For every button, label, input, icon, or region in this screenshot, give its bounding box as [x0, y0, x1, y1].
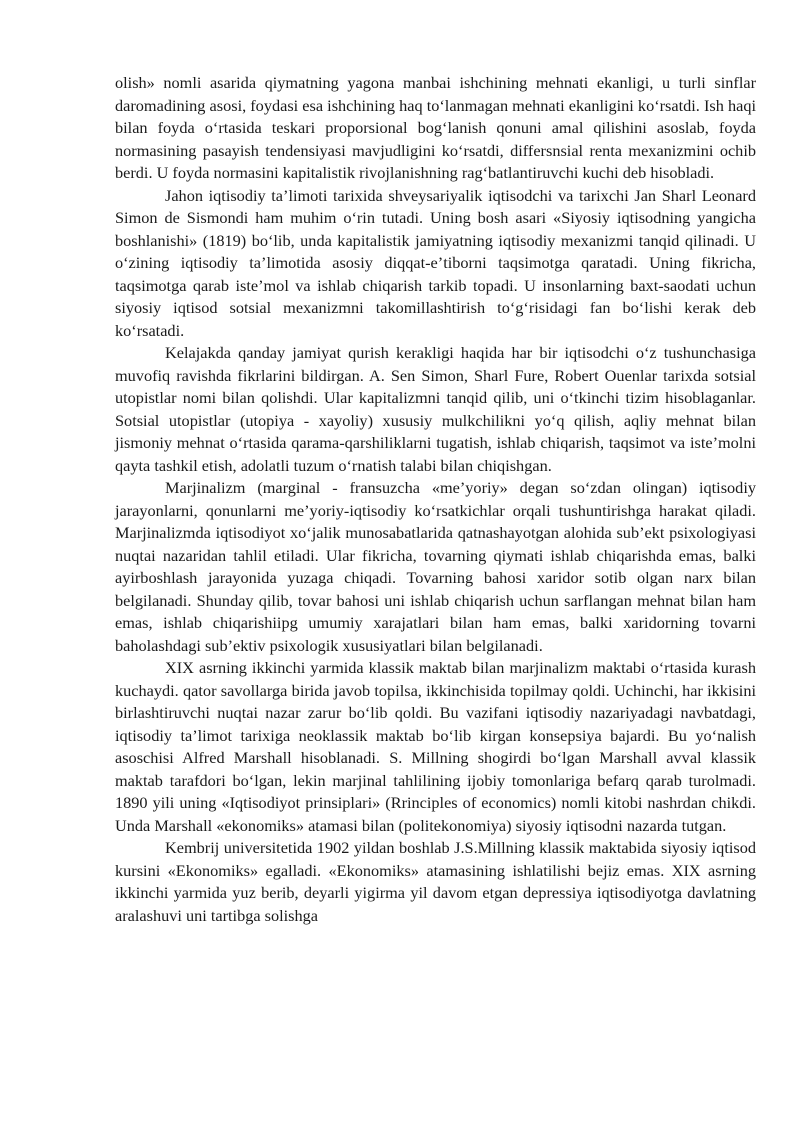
paragraph-continuation: olish» nomli asarida qiymatning yagona manbai ishchining mehnati ekanligi, u turli sinflar daromadining asosi, foydasi esa ishchining haq toʻlanmagan mehnati ekanligini koʻrsatdi. Ish haqi bilan foyda oʻrtasida teskari proporsional bogʻlanish qonuni amal qilishini asoslab, foyda normasining pasayish tendensiyasi mavjudligini koʻrsatdi, differsnsial renta mexanizmini ochib berdi. U foyda normasini kapitalistik rivojlanishning ragʻbatlantiruvchi kuchi deb hisobladi.: [115, 73, 756, 182]
paragraph-marginalism: Marjinalizm (marginal - fransuzcha «meʼyoriy» degan soʻzdan olingan) iqtisodiy jarayonlarni, qonunlarni meʼyoriy-iqtisodiy koʻrsatkichlar orqali tushuntirishga harakat qiladi. Marjinalizmda iqtisodiyot xoʻjalik munosabatlarida qatnashayotgan alohida subʼekt psixologiyasi nuqtai nazaridan tahlil etiladi. Ular fikricha, tovarning qiymati ishlab chiqarishda emas, balki ayirboshlash jarayonida yuzaga chiqadi. Tovarning bahosi xaridor sotib olgan narx bilan belgilanadi. Shunday qilib, tovar bahosi uni ishlab chiqarish uchun sarflangan mehnat bilan ham emas, ishlab chiqarishiipg umumiy xarajatlari bilan ham emas, balki xaridorning tovarni baholashdagi subʼektiv psixologik xususiyatlari bilan belgilanadi.: [115, 478, 756, 655]
paragraph-sismondi: Jahon iqtisodiy taʼlimoti tarixida shveysariyalik iqtisodchi va tarixchi Jan Sharl Leonard Simon de Sismondi ham muhim oʻrin tutadi. Uning bosh asari «Siyosiy iqtisodning yangicha boshlanishi» (1819) boʻlib, unda kapitalistik jamiyatning iqtisodiy mexanizmi tanqid qilinadi. U oʻzining iqtisodiy taʼlimotida asosiy diqqat-eʼtiborni taqsimotga qaratadi. Uning fikricha, taqsimotga qarab isteʼmol va ishlab chiqarish tarkib topadi. U insonlarning baxt-saodati uchun siyosiy iqtisod sotsial mexanizmni takomillashtirish toʻgʻrisidagi fan boʻlishi kerak deb koʻrsatadi.: [115, 185, 756, 340]
paragraph-cambridge: Kembrij universitetida 1902 yildan boshlab J.S.Millning klassik maktabida siyosiy iqtisod kursini «Ekonomiks» egalladi. «Ekonomiks» atamasining ishlatilishi bejiz emas. XIX asrning ikkinchi yarmida yuz berib, deyarli yigirma yil davom etgan depressiya iqtisodiyotga davlatning aralashuvi uni tartibga solishga: [115, 838, 756, 925]
paragraph-utopists: Kelajakda qanday jamiyat qurish kerakligi haqida har bir iqtisodchi oʻz tushunchasiga muvofiq ravishda fikrlarini bildirgan. A. Sen Simon, Sharl Fure, Robert Ouenlar tarixda sotsial utopistlar nomi bilan qolishdi. Ular kapitalizmni tanqid qilib, uni oʻtkinchi tizim hisoblaganlar. Sotsial utopistlar (utopiya - xayoliy) xususiy mulkchilikni yoʻq qilish, aqliy mehnat bilan jismoniy mehnat oʻrtasida qarama-qarshiliklarni tugatish, ishlab chiqarish, taqsimot va isteʼmolni qayta tashkil etish, adolatli tuzum oʻrnatish talabi bilan chiqishgan.: [115, 343, 756, 475]
document-page: [115, 72, 756, 927]
paragraph-neoclassical: XIX asrning ikkinchi yarmida klassik maktab bilan marjinalizm maktabi oʻrtasida kurash kuchaydi. qator savollarga birida javob topilsa, ikkinchisida topilmay qoldi. Uchinchi, har ikkisini birlashtiruvchi nuqtai nazar zarur boʻlib qoldi. Bu vazifani iqtisodiy nazariyadagi navbatdagi, iqtisodiy taʼlimot tarixiga neoklassik maktab boʻlib kirgan konsepsiya bajardi. Bu yoʻnalish asoschisi Alfred Marshall hisoblanadi. S. Millning shogirdi boʻlgan Marshall avval klassik maktab tarafdori boʻlgan, lekin marjinal tahlilining ijobiy tomonlariga befarq qarab turolmadi. 1890 yili uning «Iqtisodiyot prinsiplari» (Rrinciples of economics) nomli kitobi nashrdan chikdi. Unda Marshall «ekonomiks» atamasi bilan (politekonomiya) siyosiy iqtisodni nazarda tutgan.: [115, 658, 756, 835]
